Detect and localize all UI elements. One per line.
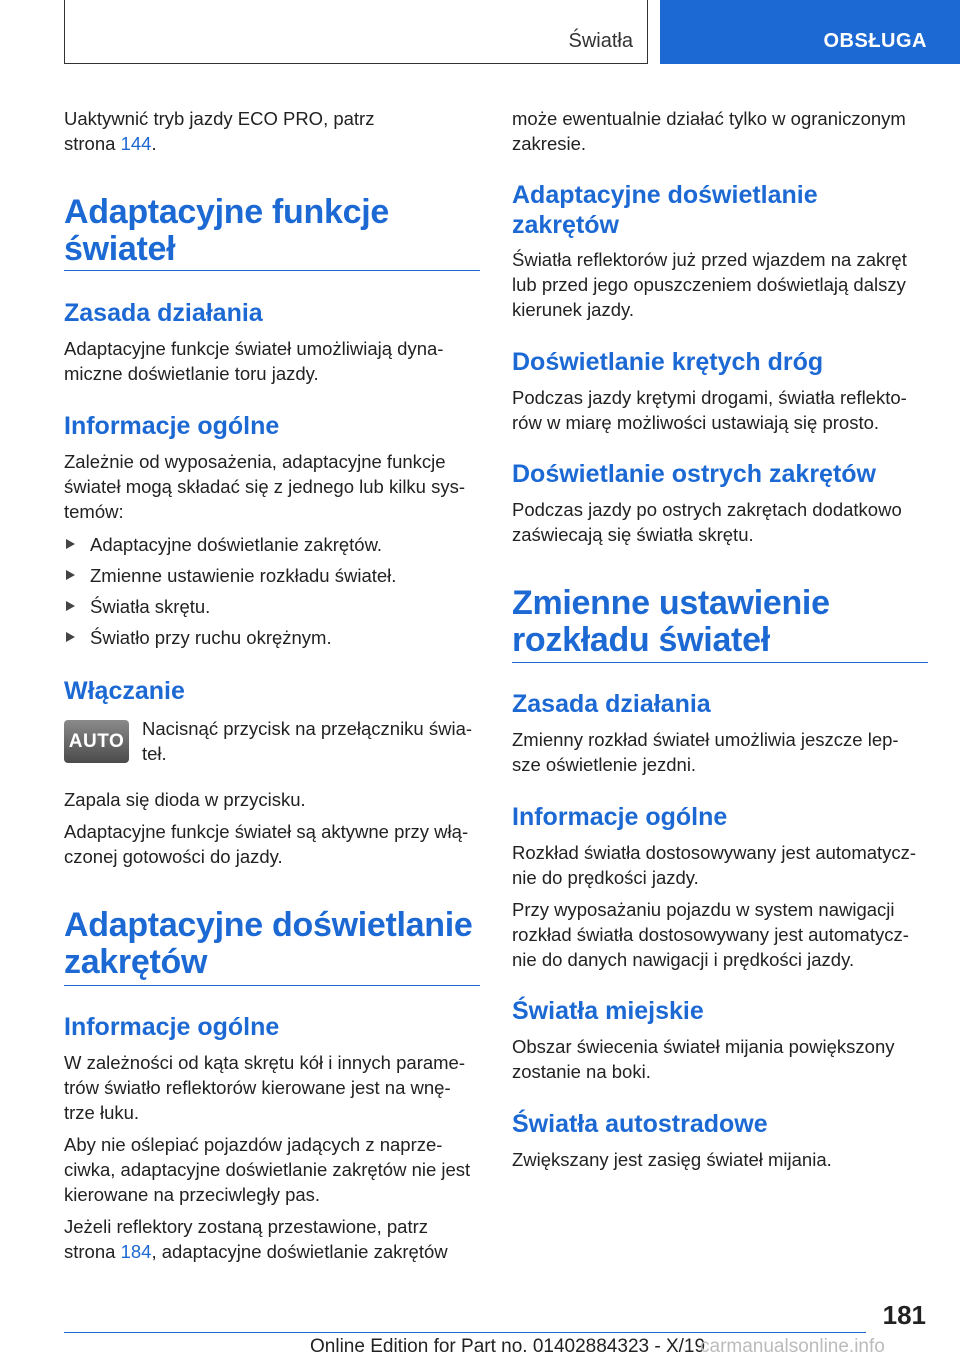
principle2-line-2: sze oświetlenie jezdni. — [512, 754, 697, 775]
glare-line-3: kierowane na przeciwległy pas. — [64, 1184, 321, 1205]
switch-line-2: teł. — [142, 743, 167, 764]
heading-rule — [512, 662, 928, 663]
town-line-2: zostanie na boki. — [512, 1061, 651, 1082]
cont-line-2: zakresie. — [512, 133, 587, 154]
nav-line-3: nie do danych nawigacji i prędkości jazdy. — [512, 949, 855, 970]
heading-rule — [64, 270, 480, 271]
sharp-line-2: zaświecają się światła skrętu. — [512, 524, 754, 545]
principle2-line-1: Zmienny rozkład świateł umożliwia jeszcze lep‐ — [512, 729, 899, 750]
cont-line-1: może ewentualnie działać tylko w ograniczonym — [512, 108, 906, 129]
dist-line-1: Rozkład światła dostosowywany jest automatycz‐ — [512, 842, 917, 863]
glare-line-1: Aby nie oślepiać pojazdów jadących z naprze‐ — [64, 1134, 443, 1155]
active-line-1: Adaptacyjne funkcje świateł są aktywne przy włą‐ — [64, 821, 469, 842]
list-item: Światła skrętu. — [64, 594, 210, 619]
winding-line-2: rów w miarę możliwości ustawiają się prosto. — [512, 412, 880, 433]
footer-rule — [64, 1332, 866, 1333]
header-chapter-tab — [660, 0, 960, 64]
principle-line-2: miczne doświetlanie toru jazdy. — [64, 363, 319, 384]
page-link-184[interactable]: 184 — [120, 1241, 152, 1262]
bullet-triangle-icon — [66, 601, 75, 611]
adapt-line-1: Światła reflektorów już przed wjazdem na zakręt — [512, 249, 907, 270]
subheading-general-info-2: Informacje ogólne — [64, 1013, 280, 1041]
subheading-general-info-3: Informacje ogólne — [512, 803, 728, 831]
subheading-switching-on: Włączanie — [64, 677, 185, 705]
subheading-principle-2: Zasada działania — [512, 690, 711, 718]
led-line: Zapala się dioda w przycisku. — [64, 789, 306, 810]
heading-adaptive-cornering: Adaptacyjne doświetlanie zakrętów — [64, 906, 473, 981]
info2-line-3: trze łuku. — [64, 1102, 140, 1123]
heading-variable-distribution: Zmienne ustawienie rozkładu świateł — [512, 584, 830, 659]
info-line-3: temów: — [64, 501, 124, 522]
heading-rule — [64, 985, 480, 986]
header-section-title: Światła — [568, 30, 633, 52]
auto-button-icon: AUTO — [64, 720, 129, 763]
list-item: Zmienne ustawienie rozkładu świateł. — [64, 563, 396, 588]
adapt-line-2: lub przed jego opuszczeniem doświetlają dalszy — [512, 274, 906, 295]
info-line-1: Zależnie od wyposażenia, adaptacyjne funkcje — [64, 451, 446, 472]
adapt-line-3: kierunek jazdy. — [512, 299, 635, 320]
winding-line-1: Podczas jazdy krętymi drogami, światła reflekto‐ — [512, 387, 907, 408]
list-item: Adaptacyjne doświetlanie zakrętów. — [64, 532, 382, 557]
nav-line-1: Przy wyposażaniu pojazdu w system nawigacji — [512, 899, 895, 920]
bullet-triangle-icon — [66, 632, 75, 642]
subheading-adaptive-cornering: Adaptacyjne doświetlanie zakrętów — [512, 181, 818, 239]
intro-line-2: strona 144. — [64, 133, 157, 154]
edition-text: Online Edition for Part no. 01402884323 - X/19 — [310, 1336, 706, 1357]
heading-adaptive-functions: Adaptacyjne funkcje świateł — [64, 193, 389, 268]
sharp-line-1: Podczas jazdy po ostrych zakrętach dodatkowo — [512, 499, 902, 520]
info-line-2: świateł mogą składać się z jednego lub kilku sys‐ — [64, 476, 466, 497]
switch-line-1: Nacisnąć przycisk na przełączniku świa‐ — [142, 718, 473, 739]
adjust-line-1: Jeżeli reflektory zostaną przestawione, patrz — [64, 1216, 429, 1237]
subheading-town-lights: Światła miejskie — [512, 997, 704, 1025]
subheading-motorway-lights: Światła autostradowe — [512, 1110, 768, 1138]
subheading-principle: Zasada działania — [64, 299, 263, 327]
intro-line-1: Uaktywnić tryb jazdy ECO PRO, patrz — [64, 108, 375, 129]
subheading-general-info: Informacje ogólne — [64, 412, 280, 440]
page-number: 181 — [882, 1300, 926, 1330]
bullet-triangle-icon — [66, 570, 75, 580]
motorway-line-1: Zwiększany jest zasięg świateł mijania. — [512, 1149, 832, 1170]
principle-line-1: Adaptacyjne funkcje świateł umożliwiają dyna‐ — [64, 338, 444, 359]
bullet-triangle-icon — [66, 539, 75, 549]
town-line-1: Obszar świecenia świateł mijania powiększony — [512, 1036, 895, 1057]
header-section-tab — [64, 0, 648, 64]
watermark: carmanualsonline.info — [700, 1336, 885, 1357]
info2-line-2: trów światło reflektorów kierowane jest na wnę‐ — [64, 1077, 451, 1098]
page-link-144[interactable]: 144 — [120, 133, 152, 154]
subheading-sharp-bends: Doświetlanie ostrych zakrętów — [512, 460, 877, 488]
glare-line-2: ciwka, adaptacyjne doświetlanie zakrętów nie jest — [64, 1159, 471, 1180]
dist-line-2: nie do prędkości jazdy. — [512, 867, 699, 888]
nav-line-2: rozkład światła dostosowywany jest automatycz‐ — [512, 924, 909, 945]
active-line-2: czonej gotowości do jazdy. — [64, 846, 283, 867]
list-item: Światło przy ruchu okrężnym. — [64, 625, 332, 650]
subheading-winding-roads: Doświetlanie krętych dróg — [512, 348, 824, 376]
adjust-line-2: strona 184, adaptacyjne doświetlanie zakrętów — [64, 1241, 448, 1262]
header-chapter-title: OBSŁUGA — [823, 30, 927, 52]
info2-line-1: W zależności od kąta skrętu kół i innych parame‐ — [64, 1052, 466, 1073]
